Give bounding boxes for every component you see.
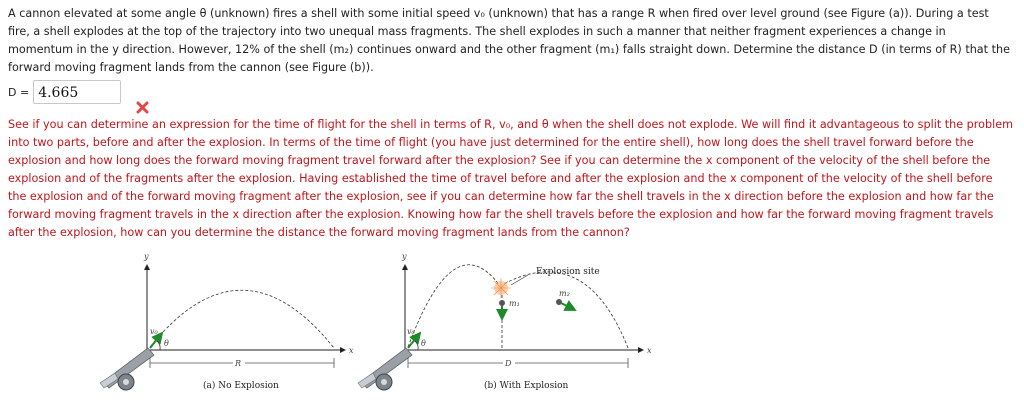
theta-label-a: θ bbox=[164, 339, 169, 348]
v0-label-b: v₀ bbox=[407, 327, 415, 336]
cannon-a bbox=[100, 348, 154, 390]
m2-velocity-arrow bbox=[561, 303, 575, 310]
figures bbox=[0, 245, 1024, 400]
trajectory-before-b bbox=[408, 265, 500, 347]
theta-label-b: θ bbox=[421, 339, 426, 348]
caption-b: (b) With Explosion bbox=[484, 381, 569, 391]
v0-label-a: v₀ bbox=[150, 327, 158, 336]
feedback-hint: See if you can determine an expression for the time of flight for the shell in terms of R, v₀, and θ when the shell does not explode. We will find it advantageous to split the problem into two parts, before and after the explosion. In terms of the time of flight (you have just determined for the entire shell), how long does the shell travel forward before the explosion and how long does the forward moving fragment travel forward after the explosion? See if you can determine the x component of the velocity of the shell before the explosion and of the fragments after the explosion. Having established the time of travel before and after the explosion and the x component of the velocity of the shell before the explosion and of the forward moving fragment after the explosion, see if you can determine how far the shell travels in the x direction before the explosion and how far the forward moving fragment travels in the x direction after the explosion. Knowing how far the shell travels before the explosion and how far the forward moving fragment travels after the explosion, how can you determine the distance the forward moving fragment lands from the cannon? bbox=[8, 118, 1013, 239]
y-label-b: y bbox=[402, 252, 407, 261]
range-label-a: R bbox=[235, 359, 242, 368]
trajectory-after-b bbox=[500, 272, 628, 348]
m2-label: m₂ bbox=[559, 289, 570, 298]
explosion-leader-line bbox=[511, 275, 528, 285]
cannon-b bbox=[358, 348, 412, 390]
y-label-a: y bbox=[144, 252, 149, 261]
caption-a: (a) No Explosion bbox=[203, 381, 279, 391]
trajectory-a bbox=[150, 290, 334, 348]
figure-b bbox=[358, 252, 652, 391]
distance-label-b: D bbox=[505, 359, 512, 368]
angle-arc-b bbox=[415, 341, 418, 350]
explosion-icon bbox=[491, 278, 511, 298]
m1-label: m₁ bbox=[509, 299, 520, 308]
explosion-label: Explosion site bbox=[536, 267, 600, 277]
x-label-a: x bbox=[349, 346, 354, 355]
answer-row bbox=[8, 79, 121, 105]
wrong-x-icon bbox=[136, 101, 149, 114]
fragment-m1 bbox=[499, 300, 505, 306]
problem-statement: A cannon elevated at some angle θ (unknown) fires a shell with some initial speed v₀ (unknown) that has a range R when fired over level ground (see Figure (a)). During a test fire, a shell explodes at the top of the trajectory into two unequal mass fragments. The shell explodes in such a manner that neither fragment experiences a change in momentum in the y direction. However, 12% of the shell (m₂) continues onward and the other fragment (m₁) falls straight down. Determine the distance D (in terms of R) that the forward moving fragment lands from the cannon (see Figure (b)). bbox=[8, 7, 1010, 74]
answer-label: D = bbox=[8, 85, 30, 99]
x-label-b: x bbox=[647, 346, 652, 355]
answer-input[interactable]: 4.665 bbox=[33, 80, 121, 104]
figure-a bbox=[100, 252, 354, 391]
angle-arc-a bbox=[157, 341, 160, 350]
